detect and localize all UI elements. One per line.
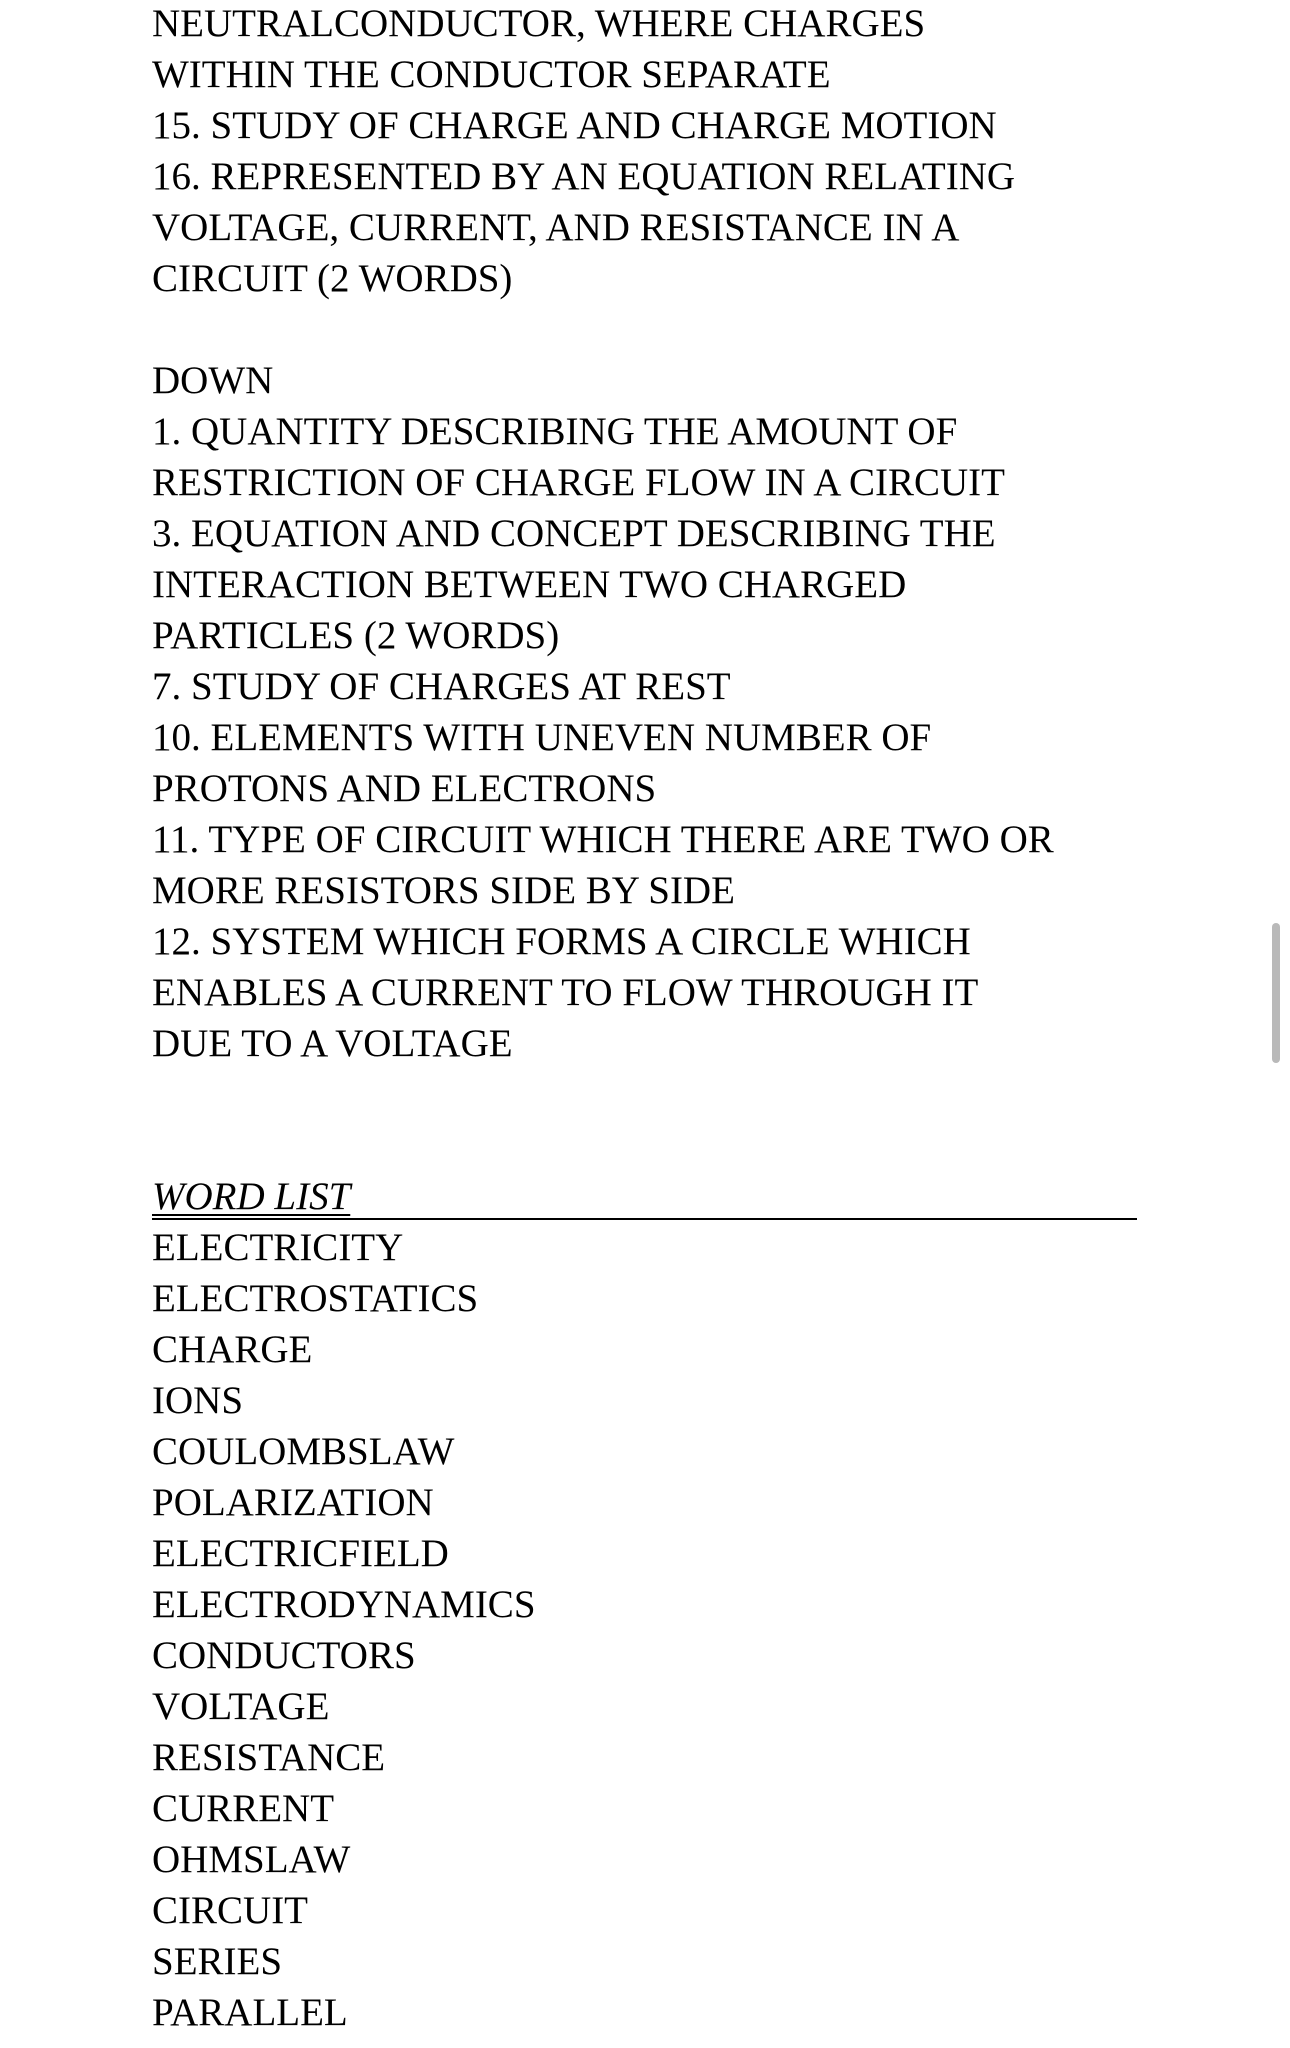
word-list-item: CURRENT	[152, 1787, 335, 1830]
clue-line: NEUTRALCONDUCTOR, WHERE CHARGES	[152, 2, 926, 45]
clue-line: 15. STUDY OF CHARGE AND CHARGE MOTION	[152, 104, 997, 147]
across-clues-continuation	[152, 0, 1152, 304]
clue-line: PARTICLES (2 WORDS)	[152, 614, 560, 657]
clue-line: INTERACTION BETWEEN TWO CHARGED	[152, 563, 907, 606]
section-spacer	[152, 304, 1152, 355]
clue-line: DUE TO A VOLTAGE	[152, 1022, 513, 1065]
clue-line: 10. ELEMENTS WITH UNEVEN NUMBER OF	[152, 716, 932, 759]
clue-line: 7. STUDY OF CHARGES AT REST	[152, 665, 731, 708]
word-list-item: CHARGE	[152, 1328, 313, 1371]
word-list-item: OHMSLAW	[152, 1838, 351, 1881]
word-list-item: PARALLEL	[152, 1991, 348, 2034]
clue-line: 16. REPRESENTED BY AN EQUATION RELATING	[152, 155, 1016, 198]
word-list-item: IONS	[152, 1379, 244, 1422]
clue-line: MORE RESISTORS SIDE BY SIDE	[152, 869, 735, 912]
down-heading: DOWN	[152, 359, 274, 402]
clue-line: 12. SYSTEM WHICH FORMS A CIRCLE WHICH	[152, 920, 971, 963]
clue-line: VOLTAGE, CURRENT, AND RESISTANCE IN A	[152, 206, 960, 249]
clue-line: 11. TYPE OF CIRCUIT WHICH THERE ARE TWO OR	[152, 818, 1054, 861]
clue-line: WITHIN THE CONDUCTOR SEPARATE	[152, 53, 831, 96]
clue-line: 1. QUANTITY DESCRIBING THE AMOUNT OF	[152, 410, 958, 453]
clue-line: RESTRICTION OF CHARGE FLOW IN A CIRCUIT	[152, 461, 1005, 504]
word-list-item: ELECTRICITY	[152, 1226, 404, 1269]
document-page	[152, 0, 1152, 2038]
word-list-item: CONDUCTORS	[152, 1634, 416, 1677]
clue-line: ENABLES A CURRENT TO FLOW THROUGH IT	[152, 971, 979, 1014]
word-list-item: ELECTRICFIELD	[152, 1532, 449, 1575]
section-spacer	[152, 1069, 1152, 1171]
word-list-item: SERIES	[152, 1940, 283, 1983]
word-list-divider	[152, 1218, 1137, 1220]
clue-line: 3. EQUATION AND CONCEPT DESCRIBING THE	[152, 512, 996, 555]
clue-line: CIRCUIT (2 WORDS)	[152, 257, 513, 300]
word-list-item: CIRCUIT	[152, 1889, 308, 1932]
down-clues-section	[152, 355, 1152, 1069]
word-list-item: POLARIZATION	[152, 1481, 434, 1524]
word-list-header-row	[152, 1171, 1152, 1222]
word-list-item: VOLTAGE	[152, 1685, 330, 1728]
word-list-item: ELECTRODYNAMICS	[152, 1583, 536, 1626]
vertical-scrollbar[interactable]	[1272, 923, 1280, 1063]
word-list-item: COULOMBSLAW	[152, 1430, 455, 1473]
word-list-section	[152, 1171, 1152, 2038]
word-list-heading: WORD LIST	[152, 1175, 351, 1218]
clue-line: PROTONS AND ELECTRONS	[152, 767, 657, 810]
word-list-item: RESISTANCE	[152, 1736, 386, 1779]
word-list-item: ELECTROSTATICS	[152, 1277, 479, 1320]
